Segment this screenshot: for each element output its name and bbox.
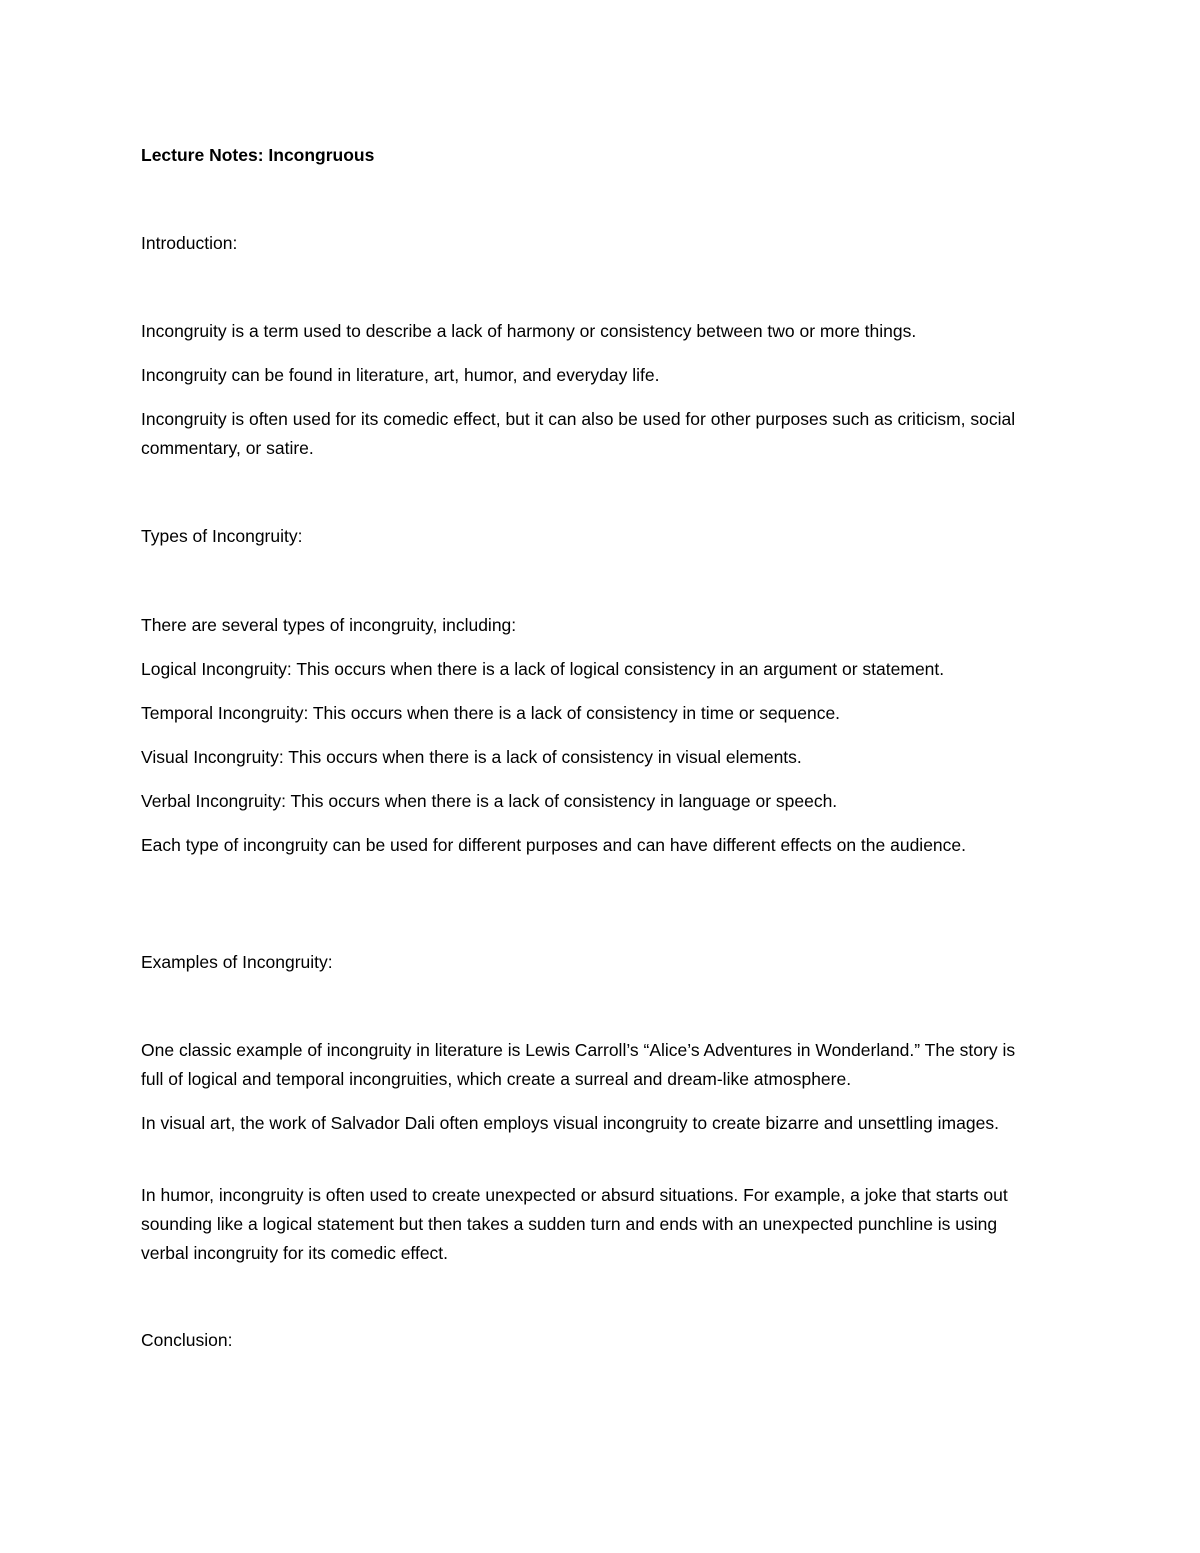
intro-paragraph-2: Incongruity can be found in literature, art, humor, and everyday life. <box>141 365 660 385</box>
types-paragraph-2: Logical Incongruity: This occurs when there is a lack of logical consistency in an argument or statement. <box>141 659 945 679</box>
examples-paragraph-2: In visual art, the work of Salvador Dali often employs visual incongruity to create bizarre and unsettling images. <box>141 1113 999 1133</box>
types-paragraph-6: Each type of incongruity can be used for different purposes and can have different effects on the audience. <box>141 835 967 855</box>
examples-heading: Examples of Incongruity: <box>141 952 333 972</box>
examples-paragraph-3: In humor, incongruity is often used to create unexpected or absurd situations. For example, a joke that starts out sounding like a logical statement but then takes a sudden turn and ends with an unexpected punchline is using verbal incongruity for its comedic effect. <box>141 1185 1008 1263</box>
intro-paragraph-3: Incongruity is often used for its comedic effect, but it can also be used for other purposes such as criticism, social commentary, or satire. <box>141 409 1016 458</box>
types-paragraph-4: Visual Incongruity: This occurs when there is a lack of consistency in visual elements. <box>141 747 802 767</box>
types-paragraph-3: Temporal Incongruity: This occurs when there is a lack of consistency in time or sequence. <box>141 703 841 723</box>
document-title: Lecture Notes: Incongruous <box>141 145 375 165</box>
types-paragraph-1: There are several types of incongruity, including: <box>141 615 517 635</box>
intro-paragraph-1: Incongruity is a term used to describe a lack of harmony or consistency between two or more things. <box>141 321 917 341</box>
types-heading: Types of Incongruity: <box>141 526 303 546</box>
examples-paragraph-1: One classic example of incongruity in literature is Lewis Carroll’s “Alice’s Adventures in Wonderland.” The story is full of logical and temporal incongruities, which create a surreal and dream-like atmosphere. <box>141 1040 1016 1089</box>
introduction-heading: Introduction: <box>141 233 238 253</box>
conclusion-heading: Conclusion: <box>141 1330 233 1350</box>
types-paragraph-5: Verbal Incongruity: This occurs when there is a lack of consistency in language or speech. <box>141 791 838 811</box>
